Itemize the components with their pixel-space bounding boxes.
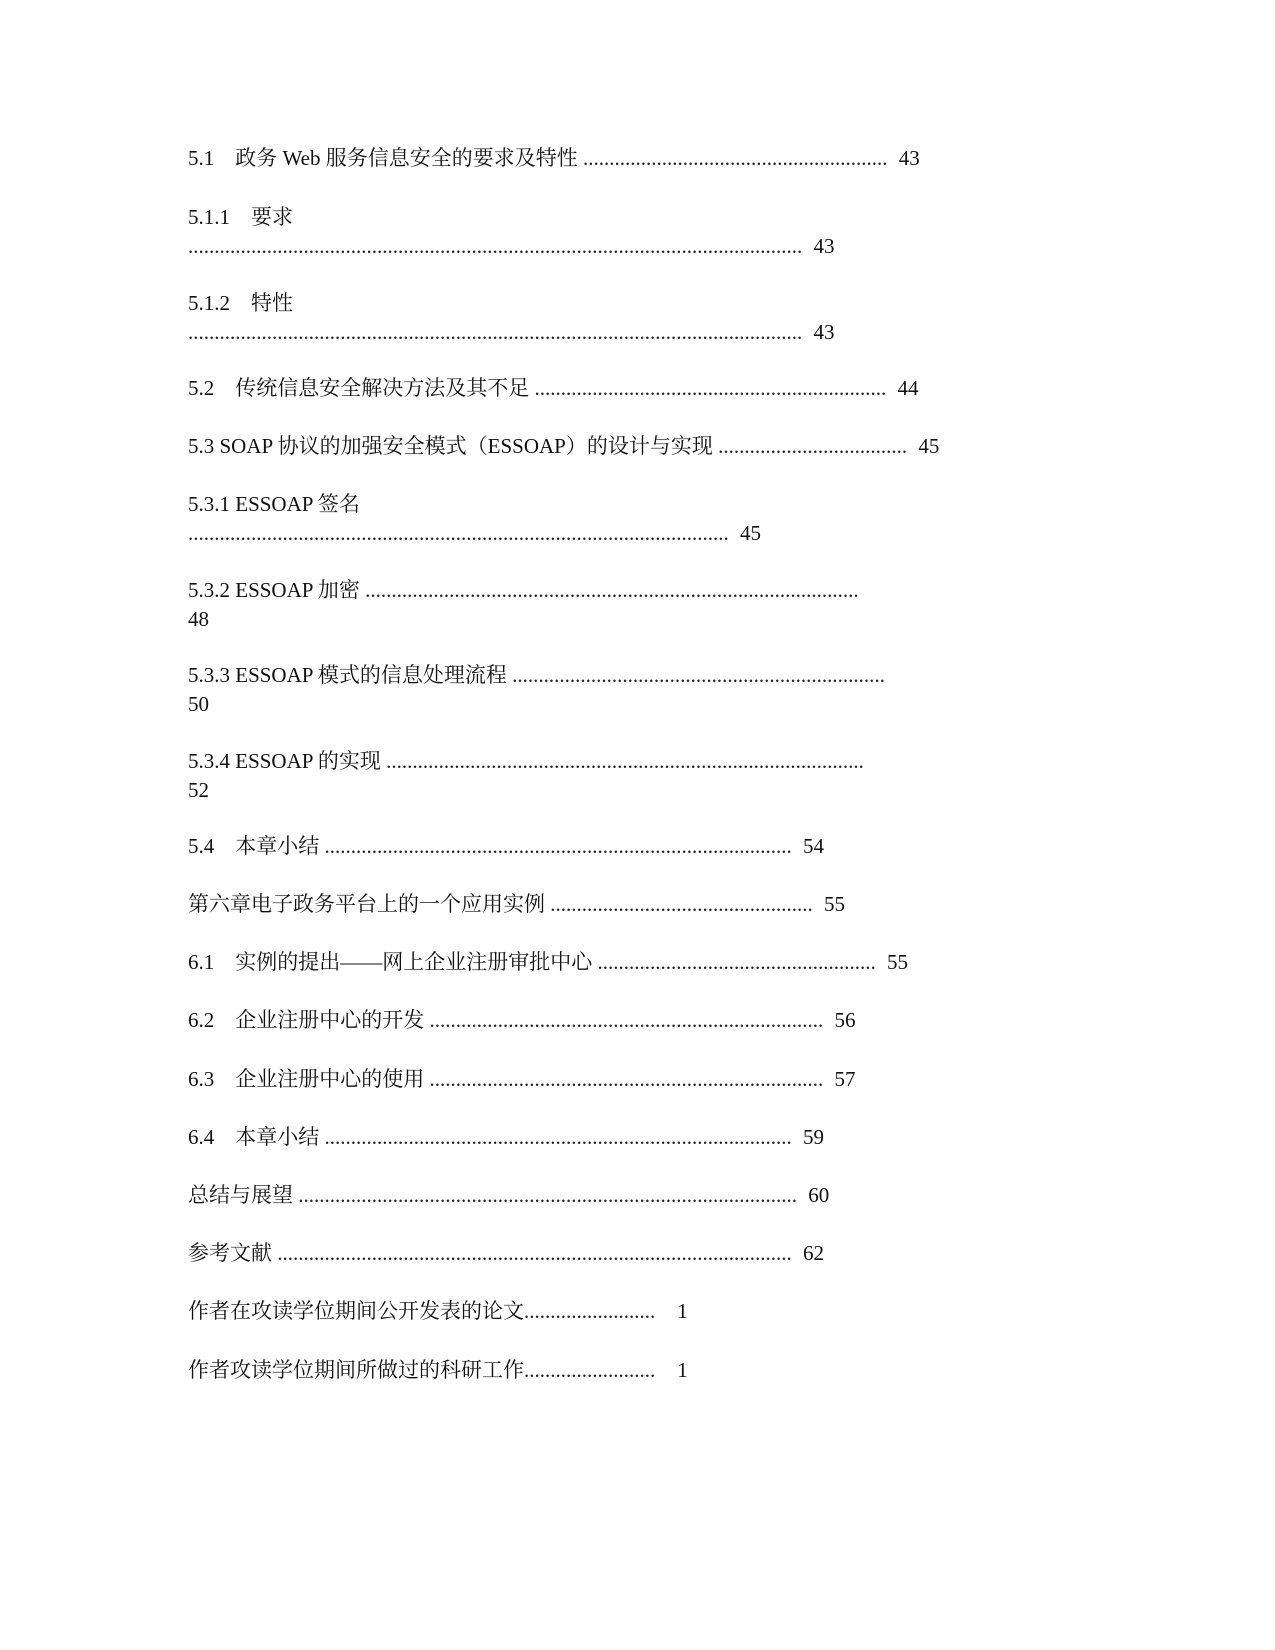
toc-page-number: 59 bbox=[803, 1125, 824, 1149]
toc-label: 5.1 政务 Web 服务信息安全的要求及特性 bbox=[188, 146, 578, 170]
toc-entry-5-3-2[interactable] bbox=[188, 577, 859, 603]
toc-entry-5-3[interactable] bbox=[188, 433, 939, 459]
toc-label: 6.4 本章小结 bbox=[188, 1125, 320, 1149]
toc-entry-5-3-4[interactable] bbox=[188, 748, 864, 774]
toc-page-number: 55 bbox=[824, 892, 845, 916]
toc-entry-5-3-4-page-row bbox=[188, 777, 209, 803]
toc-label: 5.1.2 特性 bbox=[188, 291, 293, 315]
toc-leader: ................................................................... bbox=[534, 376, 887, 400]
toc-page-number: 55 bbox=[887, 950, 908, 974]
toc-page-number: 45 bbox=[740, 521, 761, 545]
toc-leader: ......................... bbox=[524, 1299, 656, 1323]
toc-entry-references[interactable] bbox=[188, 1240, 824, 1266]
toc-entry-5-3-1[interactable] bbox=[188, 491, 360, 517]
toc-page-number: 54 bbox=[803, 834, 824, 858]
toc-leader: .................................................................................................. bbox=[277, 1241, 792, 1265]
toc-page-number: 44 bbox=[897, 376, 919, 400]
toc-leader: ..................................................... bbox=[597, 950, 876, 974]
toc-entry-5-1[interactable] bbox=[188, 145, 920, 171]
toc-entry-5-1-1-leader-row bbox=[188, 233, 835, 259]
toc-entry-summary[interactable] bbox=[188, 1182, 829, 1208]
toc-label: 5.3.4 ESSOAP 的实现 bbox=[188, 749, 381, 773]
toc-leader: .................................................. bbox=[550, 892, 813, 916]
toc-page-number: 48 bbox=[188, 607, 209, 631]
toc-page-number: 50 bbox=[188, 692, 209, 716]
toc-entry-5-3-3-page-row bbox=[188, 691, 209, 717]
toc-entry-chapter-6[interactable] bbox=[188, 891, 845, 917]
toc-label: 5.3.3 ESSOAP 模式的信息处理流程 bbox=[188, 663, 507, 687]
toc-page-number: 57 bbox=[834, 1067, 856, 1091]
toc-leader: ......................................................................................... bbox=[324, 1125, 792, 1149]
toc-leader: ............................................................................................... bbox=[298, 1183, 797, 1207]
toc-page-number: 43 bbox=[813, 320, 835, 344]
toc-entry-5-1-1[interactable] bbox=[188, 204, 293, 230]
toc-leader: ..................................................................................................................... bbox=[188, 320, 803, 344]
toc-label: 5.4 本章小结 bbox=[188, 834, 320, 858]
toc-leader: ........................................................................... bbox=[429, 1067, 824, 1091]
toc-label: 参考文献 bbox=[188, 1241, 272, 1265]
toc-label: 总结与展望 bbox=[188, 1183, 293, 1207]
toc-entry-5-3-3[interactable] bbox=[188, 662, 885, 688]
toc-label: 5.3.2 ESSOAP 加密 bbox=[188, 578, 360, 602]
toc-page-number: 60 bbox=[808, 1183, 830, 1207]
toc-leader: .......................................................... bbox=[582, 146, 888, 170]
toc-label: 5.3 SOAP 协议的加强安全模式（ESSOAP）的设计与实现 bbox=[188, 434, 713, 458]
toc-label: 5.3.1 ESSOAP 签名 bbox=[188, 492, 360, 516]
toc-label: 第六章电子政务平台上的一个应用实例 bbox=[188, 892, 545, 916]
toc-entry-5-2[interactable] bbox=[188, 375, 919, 401]
toc-entry-5-1-2-leader-row bbox=[188, 319, 835, 345]
toc-leader: ..................................................................................................................... bbox=[188, 234, 803, 258]
toc-page-number: 45 bbox=[918, 434, 940, 458]
toc-leader: ......................................................................................... bbox=[324, 834, 792, 858]
toc-label: 5.1.1 要求 bbox=[188, 205, 293, 229]
toc-entry-research-work[interactable] bbox=[188, 1357, 688, 1383]
toc-entry-5-3-1-leader-row bbox=[188, 520, 761, 546]
toc-page-number: 1 bbox=[677, 1299, 688, 1323]
toc-leader: ....................................................................... bbox=[512, 663, 885, 687]
toc-leader: .................................... bbox=[718, 434, 908, 458]
toc-entry-5-3-2-page-row bbox=[188, 606, 209, 632]
toc-leader: .............................................................................................. bbox=[365, 578, 859, 602]
toc-entry-publications[interactable] bbox=[188, 1298, 688, 1324]
toc-page-number: 56 bbox=[834, 1008, 856, 1032]
toc-entry-6-2[interactable] bbox=[188, 1007, 856, 1033]
toc-entry-6-1[interactable] bbox=[188, 949, 908, 975]
toc-leader: ......................... bbox=[524, 1358, 656, 1382]
toc-label: 6.1 实例的提出——网上企业注册审批中心 bbox=[188, 950, 593, 974]
toc-leader: ........................................................................................... bbox=[386, 749, 864, 773]
toc-leader: ....................................................................................................... bbox=[188, 521, 729, 545]
toc-page-number: 43 bbox=[813, 234, 835, 258]
toc-label: 6.3 企业注册中心的使用 bbox=[188, 1067, 425, 1091]
toc-label: 作者在攻读学位期间公开发表的论文 bbox=[188, 1299, 524, 1323]
toc-label: 作者攻读学位期间所做过的科研工作 bbox=[188, 1358, 524, 1382]
toc-entry-5-1-2[interactable] bbox=[188, 290, 293, 316]
toc-page-number: 43 bbox=[898, 146, 920, 170]
toc-page-number: 1 bbox=[677, 1358, 688, 1382]
toc-entry-6-3[interactable] bbox=[188, 1066, 856, 1092]
toc-page-number: 52 bbox=[188, 778, 209, 802]
toc-label: 5.2 传统信息安全解决方法及其不足 bbox=[188, 376, 530, 400]
toc-leader: ........................................................................... bbox=[429, 1008, 824, 1032]
toc-entry-6-4[interactable] bbox=[188, 1124, 824, 1150]
toc-entry-5-4[interactable] bbox=[188, 833, 824, 859]
toc-label: 6.2 企业注册中心的开发 bbox=[188, 1008, 425, 1032]
toc-page-number: 62 bbox=[803, 1241, 824, 1265]
